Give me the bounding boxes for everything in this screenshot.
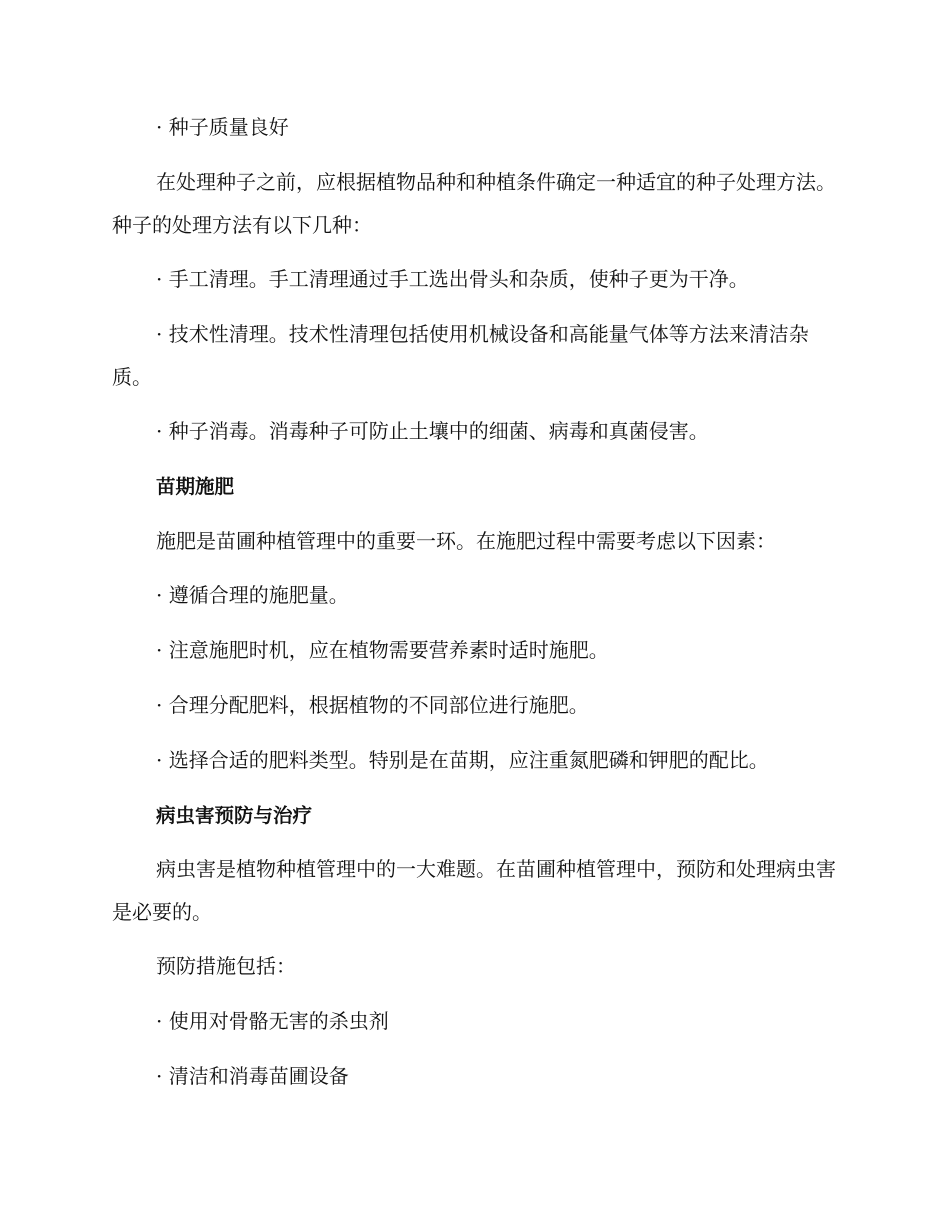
bullet-item: · 使用对骨骼无害的杀虫剂 (156, 1009, 389, 1033)
bullet-item: · 合理分配肥料，根据植物的不同部位进行施肥。 (156, 693, 589, 717)
paragraph: 预防措施包括： (156, 954, 296, 978)
paragraph: 在处理种子之前，应根据植物品种和种植条件确定一种适宜的种子处理方法。种子的处理方法有以下几种： (112, 170, 836, 237)
bullet-item: · 手工清理。手工清理通过手工选出骨头和杂质，使种子更为干净。 (156, 267, 749, 291)
section-heading: 病虫害预防与治疗 (156, 804, 313, 827)
bullet-item: · 选择合适的肥料类型。特别是在苗期，应注重氮肥磷和钾肥的配比。 (156, 748, 769, 772)
bullet-item: · 技术性清理。技术性清理包括使用机械设备和高能量气体等方法来清洁杂质。 (112, 322, 809, 389)
bullet-item: · 种子消毒。消毒种子可防止土壤中的细菌、病毒和真菌侵害。 (156, 419, 709, 443)
bullet-item: · 种子质量良好 (156, 115, 289, 139)
bullet-item: · 遵循合理的施肥量。 (156, 583, 349, 607)
bullet-item: · 清洁和消毒苗圃设备 (156, 1064, 349, 1088)
section-heading: 苗期施肥 (156, 475, 235, 498)
paragraph: 施肥是苗圃种植管理中的重要一环。在施肥过程中需要考虑以下因素： (156, 529, 776, 553)
paragraph: 病虫害是植物种植管理中的一大难题。在苗圃种植管理中，预防和处理病虫害是必要的。 (112, 857, 836, 924)
bullet-item: · 注意施肥时机，应在植物需要营养素时适时施肥。 (156, 638, 609, 662)
